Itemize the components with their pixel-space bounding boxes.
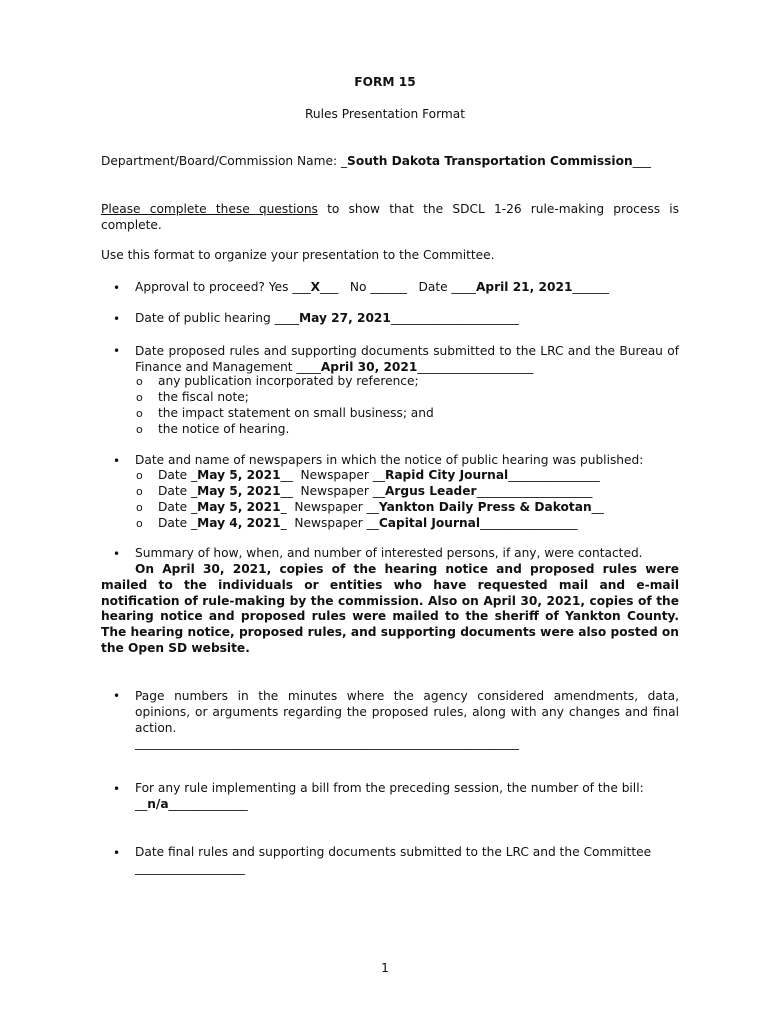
hearing-label: Date of public hearing ____ [135, 311, 299, 325]
newspaper-suffix: __ [591, 500, 604, 514]
newspaper-date-suffix: _ Newspaper __ [280, 516, 379, 530]
newspaper-name: Rapid City Journal [384, 468, 509, 482]
newspaper-row [158, 516, 578, 530]
approval-label: Approval to proceed? Yes ___ [135, 280, 311, 294]
newspaper-date-prefix: Date _ [158, 500, 198, 514]
newspaper-row [158, 484, 592, 498]
department-line [101, 154, 651, 168]
submitted-paragraph [135, 343, 679, 375]
page-number: 1 [381, 961, 389, 975]
department-value: South Dakota Transportation Commission [347, 154, 633, 168]
bullet-icon: • [113, 312, 121, 326]
bullet-icon: • [113, 281, 121, 295]
approval-date-value: April 21, 2021 [475, 280, 573, 294]
newspaper-name: Capital Journal [378, 516, 481, 530]
minutes-blank: _______________________________________________________________ [135, 736, 519, 750]
circle-bullet-icon: o [136, 469, 143, 482]
newspaper-date-suffix: __ Newspaper __ [280, 468, 385, 482]
newspaper-date-suffix: _ Newspaper __ [280, 500, 379, 514]
newspaper-suffix: _______________ [508, 468, 600, 482]
submitted-item: any publication incorporated by reference; [158, 374, 419, 388]
department-prefix: _ [340, 154, 348, 168]
intro-paragraph [101, 201, 679, 233]
bullet-icon: • [113, 782, 121, 796]
approval-yes-value: X [310, 280, 321, 294]
newspaper-date-prefix: Date _ [158, 484, 198, 498]
hearing-line [135, 311, 519, 325]
newspaper-date-prefix: Date _ [158, 516, 198, 530]
department-suffix: ___ [632, 154, 651, 168]
newspaper-name: Yankton Daily Press & Dakotan [378, 500, 592, 514]
newspaper-suffix: ________________ [480, 516, 578, 530]
bill-value: n/a [147, 797, 169, 811]
department-label: Department/Board/Commission Name: [101, 154, 341, 168]
circle-bullet-icon: o [136, 391, 143, 404]
submitted-text: Date proposed rules and supporting documents submitted to the LRC and the Bureau of Finance and Management ____ [135, 344, 679, 374]
newspaper-suffix: ___________________ [476, 484, 593, 498]
bullet-icon: • [113, 344, 121, 358]
bullet-icon: • [113, 454, 121, 468]
bill-line [135, 797, 248, 811]
bill-text: For any rule implementing a bill from the preceding session, the number of the bill: [135, 781, 644, 795]
form-subtitle: Rules Presentation Format [304, 107, 466, 121]
final-blank: __________________ [135, 861, 245, 875]
newspaper-row [158, 500, 604, 514]
newspaper-date: May 4, 2021 [197, 516, 281, 530]
circle-bullet-icon: o [136, 501, 143, 514]
bullet-icon: • [113, 846, 121, 860]
circle-bullet-icon: o [136, 407, 143, 420]
approval-end: ______ [572, 280, 610, 294]
newspaper-date: May 5, 2021 [197, 484, 281, 498]
newspaper-date-prefix: Date _ [158, 468, 198, 482]
hearing-value: May 27, 2021 [298, 311, 391, 325]
intro-instruction: Use this format to organize your presentation to the Committee. [101, 248, 495, 262]
submitted-item: the impact statement on small business; and [158, 406, 434, 420]
circle-bullet-icon: o [136, 485, 143, 498]
bill-end: _____________ [168, 797, 248, 811]
newspaper-date: May 5, 2021 [197, 500, 281, 514]
minutes-text: Page numbers in the minutes where the agency considered amendments, data, opinions, or arguments regarding the proposed rules, along with any changes and final action. [135, 689, 679, 735]
final-text: Date final rules and supporting documents submitted to the LRC and the Committee [135, 845, 652, 859]
approval-line [135, 280, 609, 294]
submitted-item: the notice of hearing. [158, 422, 290, 436]
submitted-end: ___________________ [417, 360, 534, 374]
newspaper-date: May 5, 2021 [197, 468, 281, 482]
hearing-end: _____________________ [390, 311, 519, 325]
summary-text: Summary of how, when, and number of interested persons, if any, were contacted. [135, 546, 643, 560]
intro-underlined: Please complete these questions [101, 202, 318, 216]
bill-prefix: __ [135, 797, 148, 811]
summary-body: On April 30, 2021, copies of the hearing notice and proposed rules were mailed to the individuals or entities who have requested mail and e-mail notification of rule-making by the commission. Also on April 30, 2021, copies of the hearing notice and proposed rules were mailed to the sheriff of Yankton County. The hearing notice, proposed rules, and supporting documents were also posted on the Open SD website. [101, 562, 679, 655]
submitted-value: April 30, 2021 [320, 360, 418, 374]
circle-bullet-icon: o [136, 375, 143, 388]
newspaper-row [158, 468, 600, 482]
newspaper-date-suffix: __ Newspaper __ [280, 484, 385, 498]
submitted-item: the fiscal note; [158, 390, 249, 404]
bullet-icon: • [113, 689, 121, 703]
approval-mid: ___ No ______ Date ____ [320, 280, 476, 294]
circle-bullet-icon: o [136, 517, 143, 530]
circle-bullet-icon: o [136, 423, 143, 436]
bullet-icon: • [113, 547, 121, 561]
form-title: FORM 15 [354, 75, 416, 89]
newspaper-name: Argus Leader [384, 484, 477, 498]
intro-rest: to show that the SDCL 1-26 rule-making process is complete. [101, 202, 680, 232]
newspapers-text: Date and name of newspapers in which the notice of public hearing was published: [135, 453, 644, 467]
